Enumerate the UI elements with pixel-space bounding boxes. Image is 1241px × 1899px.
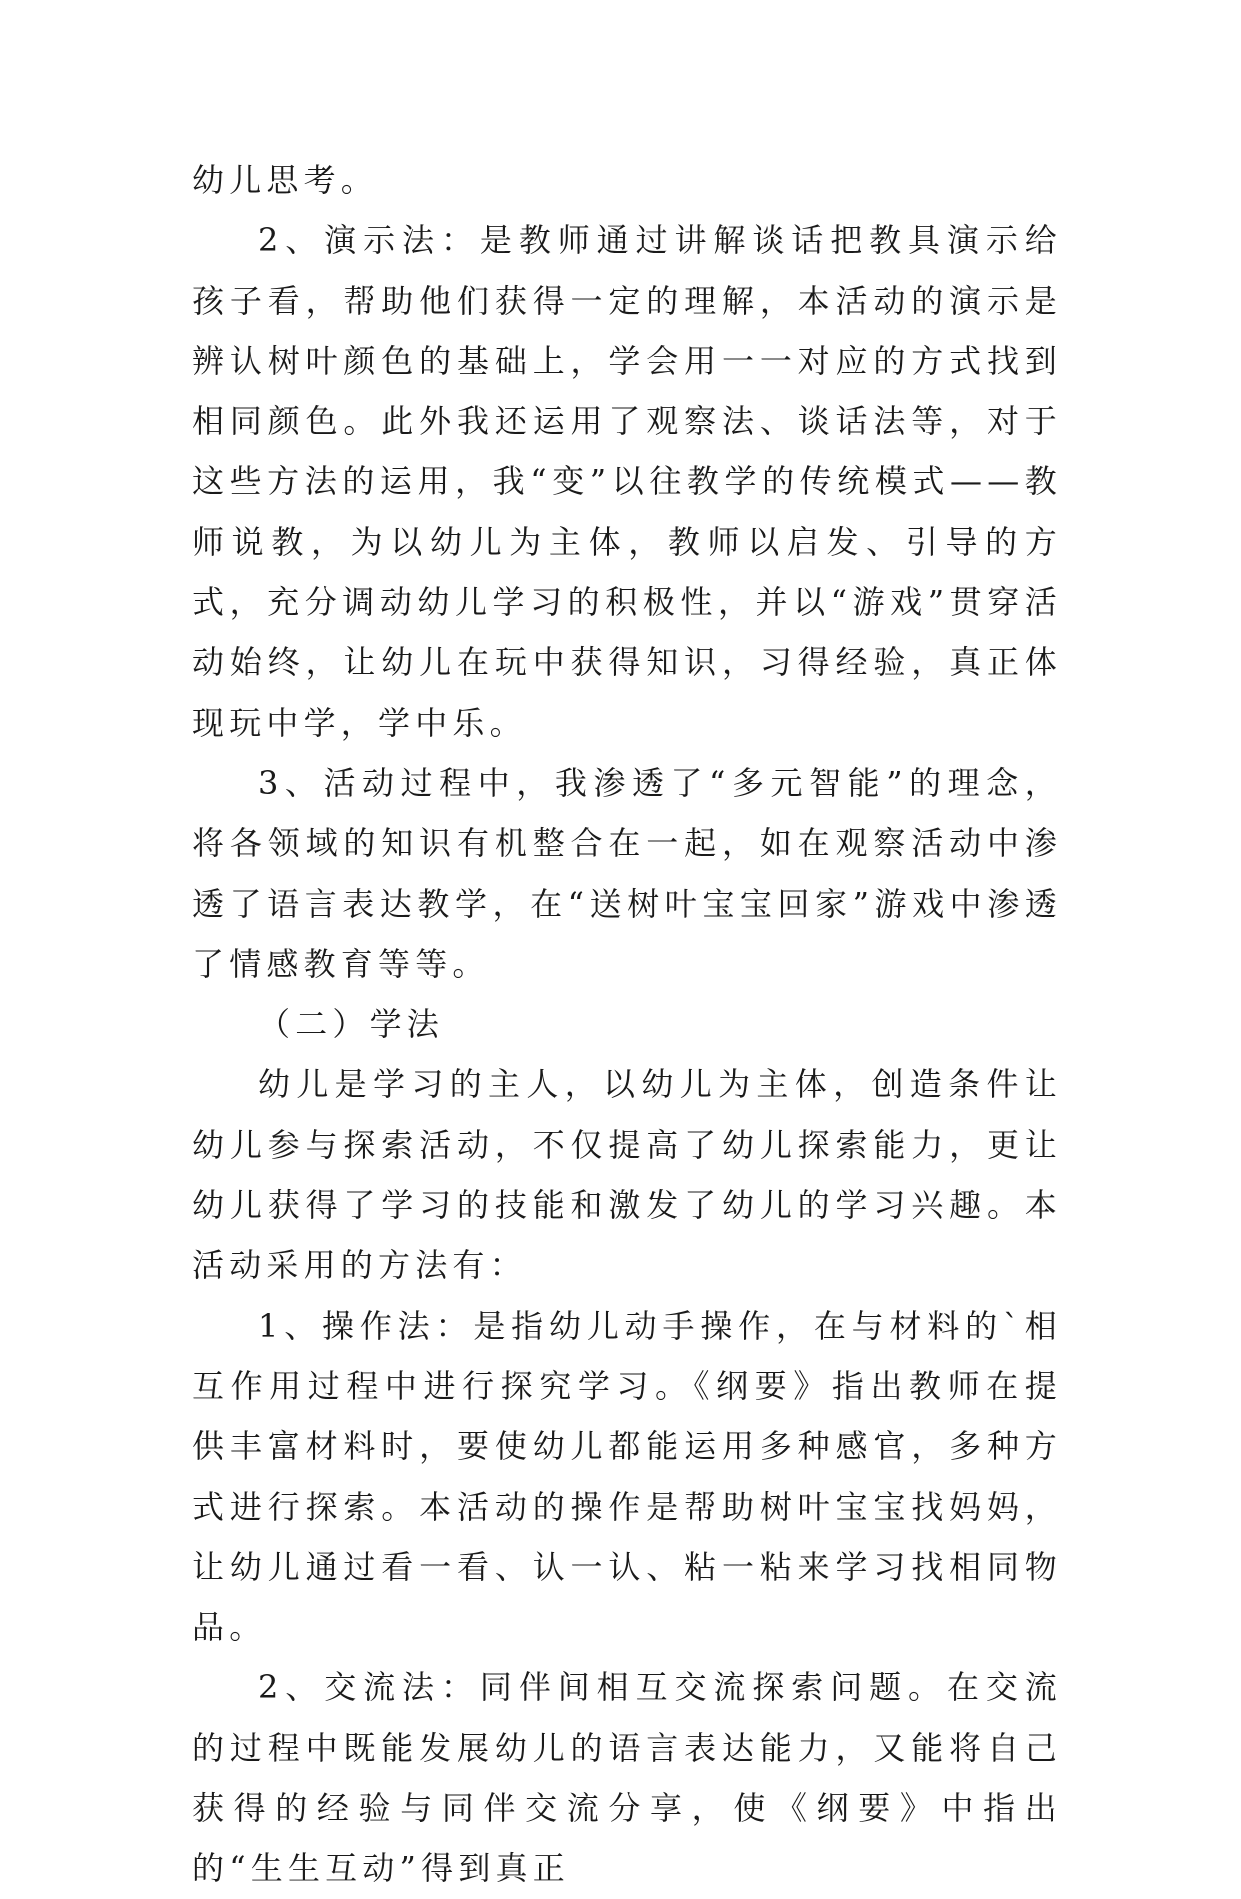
paragraph-communication-method: 2、交流法：同伴间相互交流探索问题。在交流的过程中既能发展幼儿的语言表达能力，又能将自己获得的经验与同伴交流分享，使《纲要》中指出的“生生互动”得到真正 [192, 1668, 1062, 1888]
section-heading-learning-method: （二）学法 [258, 1005, 445, 1044]
paragraph-multiple-intelligences: 3、活动过程中，我渗透了“多元智能”的理念，将各领域的知识有机整合在一起，如在观察活动中渗透了语言表达教学，在“送树叶宝宝回家”游戏中渗透了情感教育等等。 [192, 763, 1062, 983]
paragraph-learning-intro: 幼儿是学习的主人，以幼儿为主体，创造条件让幼儿参与探索活动，不仅提高了幼儿探索能力，更让幼儿获得了学习的技能和激发了幼儿的学习兴趣。本活动采用的方法有： [192, 1065, 1062, 1285]
paragraph-continuation: 幼儿思考。 [192, 161, 379, 199]
body-text [192, 150, 1062, 1899]
paragraph-demonstration-method: 2、演示法：是教师通过讲解谈话把教具演示给孩子看，帮助他们获得一定的理解，本活动的演示是辨认树叶颜色的基础上，学会用一一对应的方式找到相同颜色。此外我还运用了观察法、谈话法等，对于这些方法的运用，我“变”以往教学的传统模式——教师说教，为以幼儿为主体，教师以启发、引导的方式，充分调动幼儿学习的积极性，并以“游戏”贯穿活动始终，让幼儿在玩中获得知识，习得经验，真正体现玩中学，学中乐。 [192, 221, 1062, 742]
paragraph-operation-method: 1、操作法：是指幼儿动手操作，在与材料的`相互作用过程中进行探究学习。《纲要》指出教师在提供丰富材料时，要使幼儿都能运用多种感官，多种方式进行探索。本活动的操作是帮助树叶宝宝找妈妈，让幼儿通过看一看、认一认、粘一粘来学习找相同物品。 [192, 1306, 1062, 1647]
